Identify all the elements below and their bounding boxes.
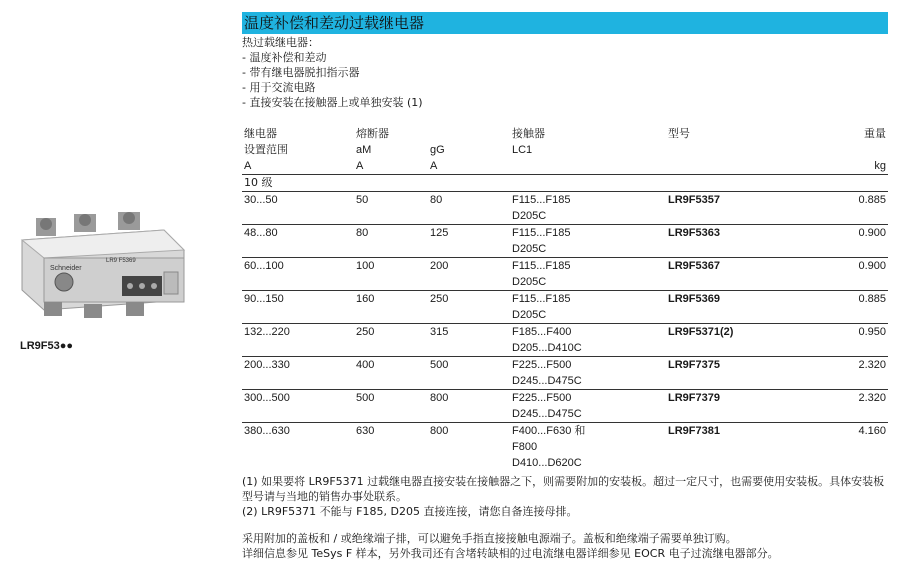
header-cell: A — [354, 158, 428, 175]
bottom-terminal — [44, 302, 62, 316]
header-cell: gG — [430, 144, 445, 156]
setting-range: 48...80 — [242, 225, 354, 258]
fuse-gg: 80 — [428, 192, 510, 225]
contactor-cell — [510, 192, 666, 225]
footnote-1: (1) 如果要将 LR9F5371 过载继电器直接安装在接触器之下，则需要附加的安装板。超过一定尺寸，也需要使用安装板。具体安装板型号请与当地的销售办事处联系。 — [242, 475, 885, 503]
header-cell: 设置范围 — [244, 144, 288, 156]
contactor-value: D245...D475C — [512, 375, 582, 387]
intro-list — [242, 35, 888, 110]
grade-label: 10 级 — [242, 175, 888, 192]
device-label: LR9 F5369 — [106, 258, 136, 264]
setting-range: 30...50 — [242, 192, 354, 225]
contactor-value: D205C — [512, 243, 547, 255]
contactor-cell — [510, 291, 666, 324]
setting-range: 132...220 — [242, 324, 354, 357]
table-header-row — [242, 142, 888, 158]
contactor-value: D205C — [512, 210, 547, 222]
table-header-row — [242, 126, 888, 142]
setting-range: 60...100 — [242, 258, 354, 291]
model-number: LR9F5371(2) — [666, 324, 816, 357]
fuse-am: 160 — [354, 291, 428, 324]
weight-value: 0.900 — [816, 258, 888, 291]
intro-line: - 温度补偿和差动 — [242, 51, 327, 64]
fuse-gg: 315 — [428, 324, 510, 357]
table-header-row — [242, 158, 888, 175]
table-row — [242, 390, 888, 423]
model-number: LR9F5363 — [666, 225, 816, 258]
contactor-cell — [510, 324, 666, 357]
table-row — [242, 324, 888, 357]
fuse-gg: 800 — [430, 425, 449, 437]
header-cell — [666, 158, 816, 175]
contactor-value: D245...D475C — [512, 408, 582, 420]
model-number: LR9F5357 — [666, 192, 816, 225]
page-title: 温度补偿和差动过载继电器 — [242, 12, 888, 34]
model-number: LR9F7381 — [668, 425, 720, 437]
intro-line: - 直接安装在接触器上或单独安装 (1) — [242, 96, 423, 109]
fuse-gg: 250 — [428, 291, 510, 324]
contactor-cell — [510, 357, 666, 390]
contactor-cell — [510, 258, 666, 291]
setting-range: 300...500 — [242, 390, 354, 423]
model-number: LR9F5367 — [666, 258, 816, 291]
weight-value: 0.950 — [816, 324, 888, 357]
contactor-value: D205C — [512, 309, 547, 321]
contactor-value: F225...F500 — [512, 392, 572, 404]
weight-value: 4.160 — [858, 425, 886, 437]
header-cell: LC1 — [512, 144, 533, 156]
contactor-value: F225...F500 — [512, 359, 572, 371]
extra-note-1: 采用附加的盖板和 / 或绝缘端子排，可以避免手指直接接触电源端子。盖板和绝缘端子需要单独订购。 — [242, 532, 737, 545]
table-row — [242, 225, 888, 258]
header-cell: 接触器 — [512, 128, 545, 140]
fuse-gg: 125 — [428, 225, 510, 258]
contactor-value: F185...F400 — [512, 326, 572, 338]
product-image — [14, 210, 214, 330]
table-row — [242, 291, 888, 324]
contactor-cell — [510, 225, 666, 258]
header-cell: 熔断器 — [356, 128, 389, 140]
contactor-value: F800 — [512, 441, 538, 453]
weight-value: 0.900 — [816, 225, 888, 258]
fuse-am: 80 — [354, 225, 428, 258]
fuse-gg: 800 — [428, 390, 510, 423]
intro-line: - 用于交流电路 — [242, 81, 316, 94]
intro-line: - 带有继电器脱扣指示器 — [242, 66, 360, 79]
contactor-value: D205...D410C — [512, 342, 582, 354]
intro-line: 热过载继电器： — [242, 36, 319, 49]
bottom-terminal — [84, 304, 102, 318]
contactor-value: D205C — [512, 276, 547, 288]
setting-range: 380...630 — [244, 425, 290, 437]
fuse-am: 250 — [354, 324, 428, 357]
model-number: LR9F7375 — [666, 357, 816, 390]
table-row — [242, 258, 888, 291]
model-number: LR9F5369 — [666, 291, 816, 324]
table-row — [242, 357, 888, 390]
header-cell — [428, 126, 510, 142]
fuse-am: 100 — [354, 258, 428, 291]
contactor-value: F115...F185 — [512, 260, 571, 272]
fuse-am: 630 — [356, 425, 375, 437]
fuse-am: 400 — [354, 357, 428, 390]
contactor-cell — [510, 390, 666, 423]
bottom-terminal — [126, 302, 144, 316]
weight-value: 2.320 — [816, 390, 888, 423]
spec-table — [242, 126, 888, 471]
contactor-value: F115...F185 — [512, 293, 571, 305]
setting-range: 200...330 — [242, 357, 354, 390]
product-caption: LR9F53●● — [20, 340, 74, 352]
fuse-gg: 200 — [428, 258, 510, 291]
brand-text: Schneider — [50, 265, 82, 272]
table-row — [242, 192, 888, 225]
contactor-value: F400...F630 和 — [512, 425, 586, 437]
header-cell: 重量 — [864, 128, 886, 140]
header-cell: A — [242, 158, 354, 175]
contactor-value: F115...F185 — [512, 194, 571, 206]
header-cell: aM — [356, 144, 372, 156]
header-cell: 型号 — [668, 128, 690, 140]
contactor-cell — [510, 423, 666, 472]
header-cell — [666, 142, 816, 158]
grade-row — [242, 175, 888, 192]
header-cell: A — [428, 158, 510, 175]
fuse-am: 50 — [354, 192, 428, 225]
weight-value: 2.320 — [816, 357, 888, 390]
weight-value: 0.885 — [816, 291, 888, 324]
table-row — [242, 423, 888, 472]
fuse-am: 500 — [354, 390, 428, 423]
weight-value: 0.885 — [816, 192, 888, 225]
footnotes — [242, 474, 892, 561]
setting-range: 90...150 — [242, 291, 354, 324]
header-cell: 继电器 — [244, 128, 277, 140]
fuse-gg: 500 — [428, 357, 510, 390]
header-section — [242, 12, 888, 110]
model-number: LR9F7379 — [666, 390, 816, 423]
header-cell: kg — [816, 158, 888, 175]
contactor-value: D410...D620C — [512, 457, 582, 469]
header-cell — [510, 158, 666, 175]
extra-note-2: 详细信息参见 TeSys F 样本，另外我司还有含堵转缺相的过电流继电器详细参见 EOCR 电子过流继电器部分。 — [242, 547, 779, 560]
header-cell — [816, 142, 888, 158]
footnote-2: (2) LR9F5371 不能与 F185, D205 直接连接，请您自备连接母排。 — [242, 505, 578, 518]
contactor-value: F115...F185 — [512, 227, 571, 239]
